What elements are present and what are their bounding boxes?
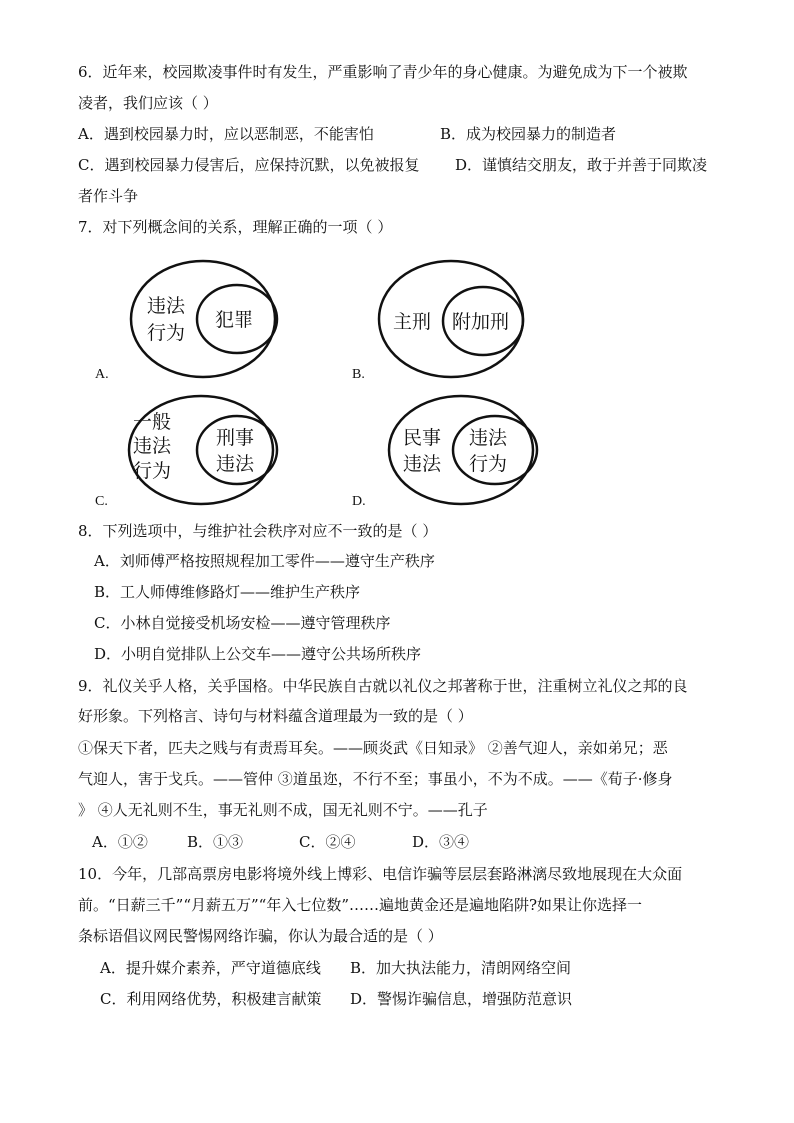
q10-option-a: A．提升媒介素养，严守道德底线 [100,959,321,977]
q7-stem: 7．对下列概念间的关系，理解正确的一项（ ） [78,218,393,236]
q9-material-line3: 》 ④人无礼则不生，事无礼则不成，国无礼则不宁。——孔子 [78,801,488,819]
q10-stem-line2: 前。“日薪三千”“月薪五万”“年入七位数”……遍地黄金还是遍地陷阱?如果让你选择一 [78,896,643,914]
q8-option-c: C．小林自觉接受机场安检——遵守管理秩序 [94,614,391,632]
q10-stem-line3: 条标语倡议网民警惕网络诈骗，你认为最合适的是（ ） [78,927,443,945]
q10-option-c: C．利用网络优势，积极建言献策 [100,990,322,1008]
q9-material-line2: 气迎人，害于戈兵。——管仲 ③道虽迩，不行不至；事虽小，不为不成。——《荀子·修身 [78,770,673,788]
venn-diagram-a [125,255,285,385]
venn-d-outer-label-1: 民事 [403,427,442,449]
q6-option-c: C．遇到校园暴力侵害后，应保持沉默，以免被报复 [78,156,420,174]
q7-option-d-label: D. [352,494,366,509]
venn-c-inner-label-2: 违法 [216,453,255,475]
q6-option-d: D．谨慎结交朋友，敢于并善于同欺凌 [455,156,708,174]
q8-option-d: D．小明自觉排队上公交车——遵守公共场所秩序 [94,645,422,663]
venn-b-outer-label: 主刑 [393,311,432,333]
venn-a-outer-label-2: 行为 [147,322,186,344]
q9-option-d: D．③④ [412,833,470,851]
q8-stem: 8．下列选项中，与维护社会秩序对应不一致的是（ ） [78,522,438,540]
venn-d-inner-label-2: 行为 [469,453,508,475]
q7-option-c-label: C. [95,494,108,509]
venn-c-inner-label-1: 刑事 [216,427,255,449]
q6-option-b: B．成为校园暴力的制造者 [440,125,617,143]
venn-a-outer [131,261,275,377]
venn-diagram-c [125,392,285,512]
venn-a-inner-label: 犯罪 [215,309,254,331]
q8-option-a: A．刘师傅严格按照规程加工零件——遵守生产秩序 [94,552,435,570]
q10-option-d: D．警惕诈骗信息，增强防范意识 [350,990,573,1008]
q8-option-b: B．工人师傅维修路灯——维护生产秩序 [94,583,361,601]
venn-d-outer [389,396,533,504]
venn-a-outer-label-1: 违法 [147,295,186,317]
q9-option-a: A．①② [92,833,148,851]
venn-c-outer-label-1: 一般 [133,411,172,433]
q6-option-a: A．遇到校园暴力时，应以恶制恶，不能害怕 [78,125,374,143]
q10-option-b: B．加大执法能力，清朗网络空间 [350,959,572,977]
q6-stem-line2: 凌者，我们应该（ ） [78,94,218,112]
q9-option-c: C．②④ [299,833,356,851]
q6-stem-line1: 6．近年来，校园欺凌事件时有发生，严重影响了青少年的身心健康。为避免成为下一个被欺 [78,63,688,81]
venn-b-inner-label: 附加刑 [452,311,510,333]
q9-stem-line1: 9．礼仪关乎人格，关乎国格。中华民族自古就以礼仪之邦著称于世，注重树立礼仪之邦的良 [78,677,688,695]
q9-material-line1: ①保天下者，匹夫之贱与有责焉耳矣。——顾炎武《日知录》 ②善气迎人，亲如弟兄；恶 [78,739,668,757]
q10-stem-line1: 10．今年，几部高票房电影将境外线上博彩、电信诈骗等层层套路淋漓尽致地展现在大众面 [78,865,683,883]
venn-d-inner-label-1: 违法 [469,427,508,449]
q9-stem-line2: 好形象。下列格言、诗句与材料蕴含道理最为一致的是（ ） [78,707,473,725]
venn-c-outer-label-2: 违法 [133,435,172,457]
q9-option-b: B．①③ [187,833,244,851]
q7-option-a-label: A. [95,367,109,382]
venn-c-outer-label-3: 行为 [133,460,172,482]
q6-option-d-cont: 者作斗争 [78,187,139,205]
venn-diagram-b [375,255,535,385]
q7-option-b-label: B. [352,367,365,382]
venn-d-outer-label-2: 违法 [403,453,442,475]
venn-diagram-d [385,392,545,512]
